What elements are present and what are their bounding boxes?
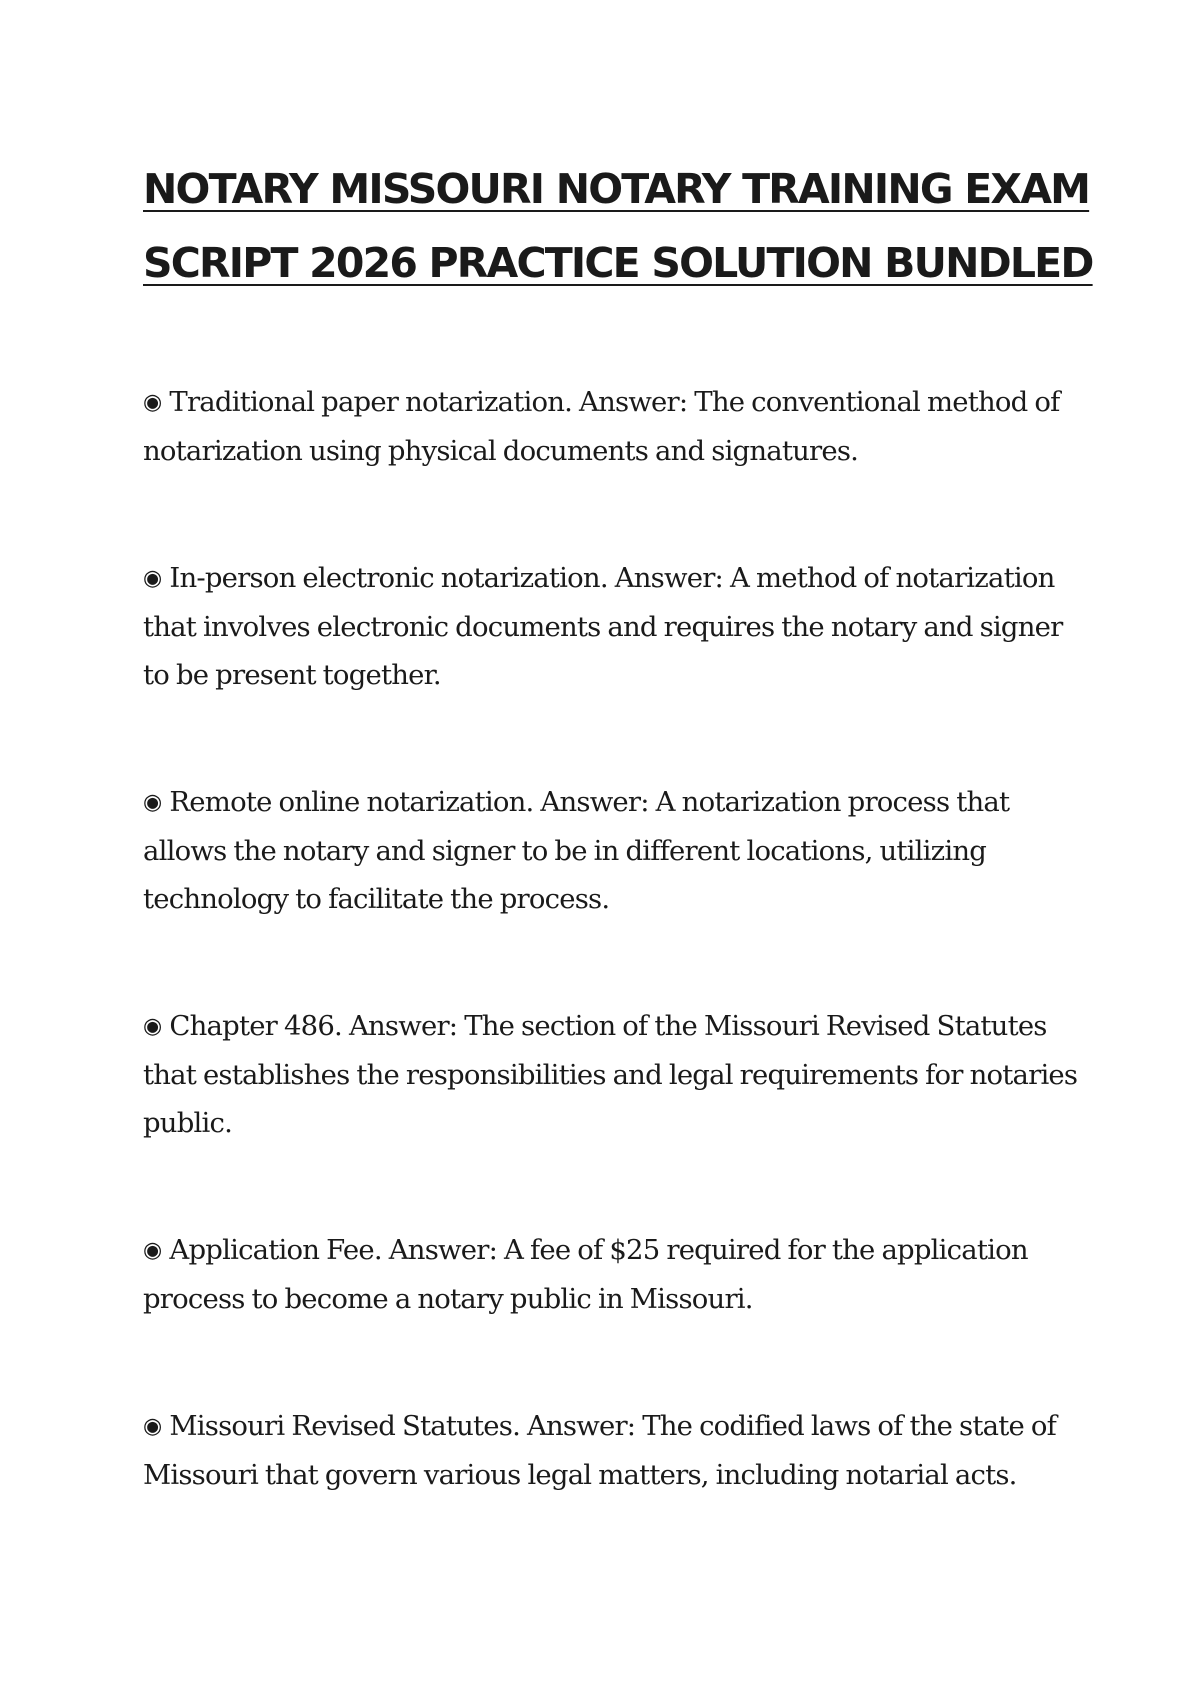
qa-item-text: Chapter 486. Answer: The section of the Missouri Revised Statutes that establishes the responsibilities and legal requirements for notaries public.	[143, 1010, 1078, 1139]
qa-item	[143, 1226, 1083, 1323]
qa-item-text: Remote online notarization. Answer: A notarization process that allows the notary and signer to be in different locations, utilizing technology to facilitate the process.	[143, 786, 1010, 915]
qa-item-text: Traditional paper notarization. Answer: The conventional method of notarization using physical documents and signatures.	[143, 386, 1060, 467]
qa-item	[143, 378, 1083, 475]
qa-item	[143, 554, 1083, 699]
qa-list	[143, 378, 1083, 1578]
qa-item-text: In-person electronic notarization. Answer: A method of notarization that involves electronic documents and requires the notary and signer to be present together.	[143, 562, 1063, 691]
radio-bullet-icon: ◉	[143, 566, 162, 591]
radio-bullet-icon: ◉	[143, 1014, 162, 1039]
radio-bullet-icon: ◉	[143, 1414, 162, 1439]
qa-item-text: Missouri Revised Statutes. Answer: The codified laws of the state of Missouri that govern various legal matters, including notarial acts.	[143, 1410, 1057, 1491]
qa-item-text: Application Fee. Answer: A fee of $25 required for the application process to become a notary public in Missouri.	[143, 1234, 1028, 1315]
radio-bullet-icon: ◉	[143, 1238, 162, 1263]
document-title	[143, 152, 1093, 300]
title-line-1: NOTARY MISSOURI NOTARY TRAINING EXAM	[143, 165, 1090, 213]
title-line-2: SCRIPT 2026 PRACTICE SOLUTION BUNDLED	[143, 239, 1093, 287]
qa-item	[143, 1402, 1083, 1499]
qa-item	[143, 1002, 1083, 1147]
qa-item	[143, 778, 1083, 923]
radio-bullet-icon: ◉	[143, 390, 162, 415]
radio-bullet-icon: ◉	[143, 790, 162, 815]
